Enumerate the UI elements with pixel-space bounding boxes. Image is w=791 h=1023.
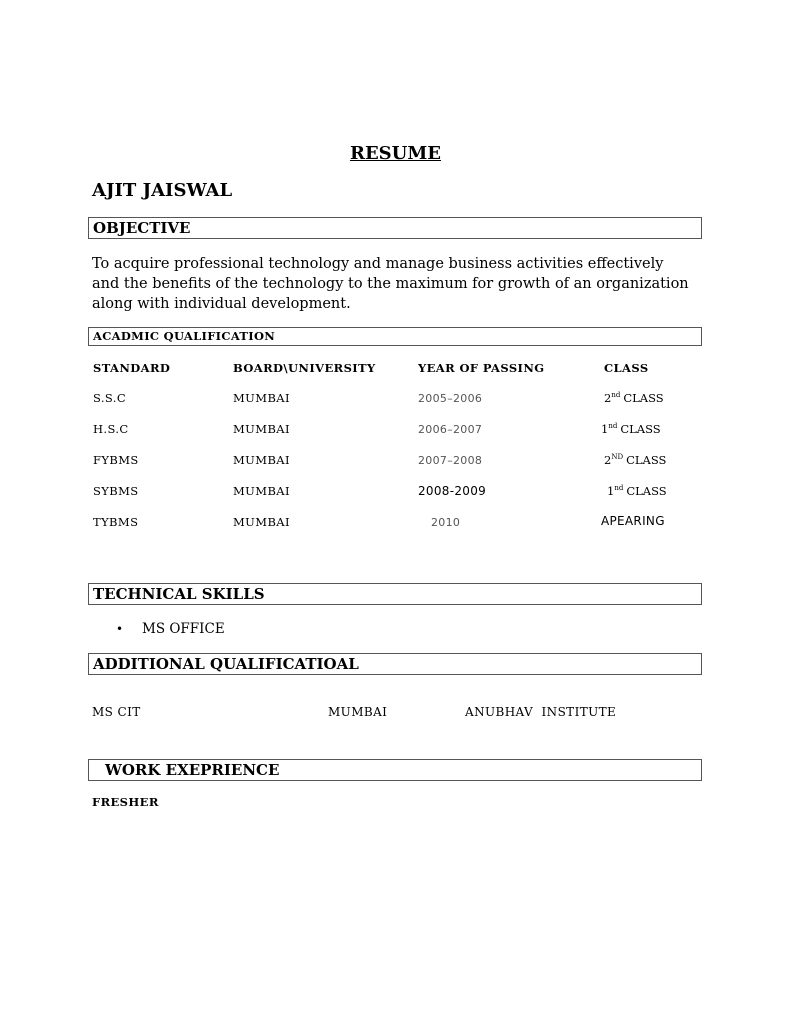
class-suffix: nd (611, 391, 621, 399)
additional-institute: ANUBHAV INSTITUTE (465, 705, 617, 719)
standard-cell: FYBMS (93, 453, 139, 467)
class-label: CLASS (626, 484, 667, 498)
class-suffix: nd (614, 484, 624, 492)
class-label: CLASS (620, 422, 661, 436)
class-number: 2 (604, 453, 612, 467)
class-cell (604, 391, 664, 405)
objective-heading: OBJECTIVE (88, 217, 702, 239)
year-cell: 2008-2009 (418, 484, 487, 498)
candidate-name: AJIT JAISWAL (92, 180, 233, 201)
year-cell: 2005–2006 (418, 392, 483, 405)
standard-cell: TYBMS (93, 515, 139, 529)
standard-cell: H.S.C (93, 422, 129, 436)
class-number: 2 (604, 391, 612, 405)
class-suffix: ND (611, 453, 624, 461)
bullet-icon: • (116, 622, 124, 636)
additional-qualification-heading: ADDITIONAL QUALIFICATIOAL (88, 653, 702, 675)
board-cell: MUMBAI (233, 453, 290, 467)
additional-course: MS CIT (92, 705, 141, 719)
class-cell (601, 422, 661, 436)
class-label: CLASS (623, 391, 664, 405)
skill-list-item (116, 621, 225, 637)
class-cell (607, 484, 667, 498)
column-header-year: YEAR OF PASSING (418, 361, 545, 375)
class-suffix: nd (608, 422, 618, 430)
standard-cell: SYBMS (93, 484, 139, 498)
standard-cell: S.S.C (93, 391, 127, 405)
technical-skills-heading: TECHNICAL SKILLS (88, 583, 702, 605)
work-status: FRESHER (92, 795, 159, 809)
board-cell: MUMBAI (233, 391, 290, 405)
class-number: 1 (607, 484, 615, 498)
board-cell: MUMBAI (233, 422, 290, 436)
additional-place: MUMBAI (328, 705, 388, 719)
year-cell: 2007–2008 (418, 454, 483, 467)
class-label: CLASS (626, 453, 667, 467)
year-cell: 2010 (431, 516, 461, 529)
column-header-class: CLASS (604, 361, 649, 375)
objective-text: To acquire professional technology and manage business activities effectively and the benefits of the technology to the maximum for growth of an organization along with individual development. (92, 256, 689, 312)
board-cell: MUMBAI (233, 484, 290, 498)
academic-heading: ACADMIC QUALIFICATION (88, 327, 702, 346)
skill-label: MS OFFICE (142, 621, 225, 637)
year-cell: 2006–2007 (418, 423, 483, 436)
board-cell: MUMBAI (233, 515, 290, 529)
column-header-board: BOARD\UNIVERSITY (233, 361, 376, 375)
work-experience-heading: WORK EXEPRIENCE (88, 759, 702, 781)
class-number: 1 (601, 422, 609, 436)
column-header-standard: STANDARD (93, 361, 171, 375)
class-cell: APEARING (601, 514, 665, 528)
class-cell (604, 453, 666, 467)
resume-title: RESUME (349, 143, 442, 164)
